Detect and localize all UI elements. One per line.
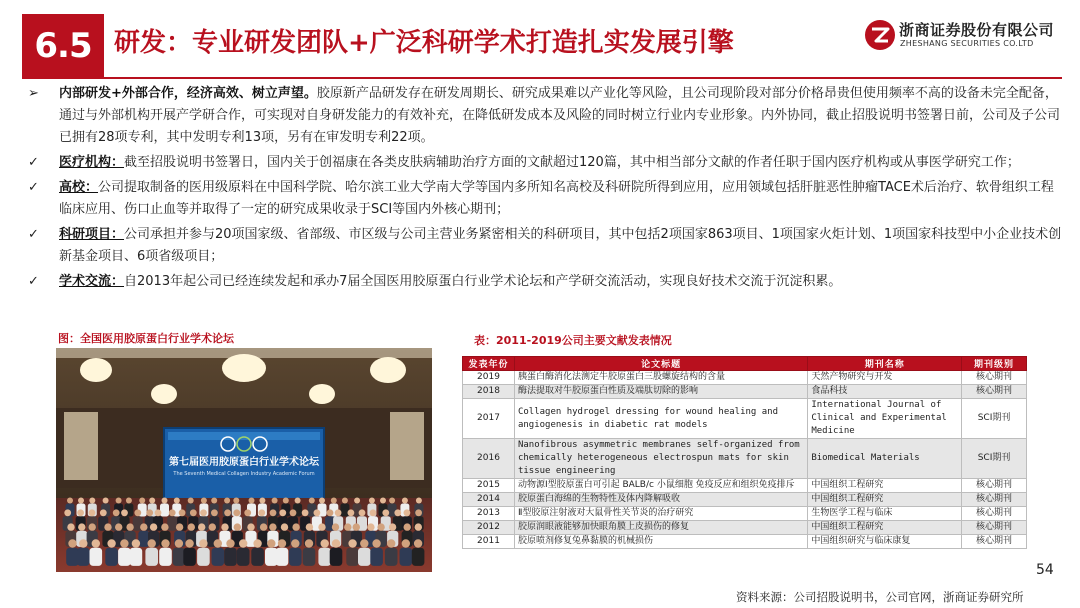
cell-title: 酶法提取对牛胶原蛋白性质及端肽切除的影响 [514, 385, 807, 399]
check-icon: ✓ [28, 155, 39, 170]
col-header-level: 期刊级别 [962, 357, 1027, 371]
cell-year: 2015 [463, 479, 515, 493]
bullet-lead: 内部研发+外部合作，经济高效、树立声望。 [59, 86, 317, 101]
bullet-item-universities [22, 177, 1062, 221]
cell-year: 2017 [463, 399, 515, 439]
check-icon: ✓ [28, 227, 39, 242]
col-header-journal: 期刊名称 [808, 357, 962, 371]
header-divider [22, 77, 1062, 79]
table-row [463, 521, 1027, 535]
cell-year: 2012 [463, 521, 515, 535]
cell-year: 2011 [463, 535, 515, 549]
table-row [463, 493, 1027, 507]
figure-caption: 图：全国医用胶原蛋白行业学术论坛 [58, 332, 234, 345]
cell-year: 2019 [463, 371, 515, 385]
cell-level: 核心期刊 [962, 493, 1027, 507]
bullet-item-medical-institutions [22, 152, 1062, 174]
table-row [463, 371, 1027, 385]
page-title: 研发：专业研发团队+广泛科研学术打造扎实发展引擎 [114, 28, 734, 58]
bullet-text: 自2013年起公司已经连续发起和承办7届全国医用胶原蛋白行业学术论坛和产学研交流活动，实现良好技术交流于沉淀积累。 [124, 274, 842, 289]
publications-table [462, 356, 1027, 549]
cell-level: 核心期刊 [962, 385, 1027, 399]
cell-journal: 中国组织研究与临床康复 [808, 535, 962, 549]
cell-title: Ⅱ型胶原注射液对大鼠骨性关节炎的治疗研究 [514, 507, 807, 521]
cell-title: 动物源Ⅰ型胶原蛋白可引起 BALB/c 小鼠细胞 免疫反应和组织免疫排斥 [514, 479, 807, 493]
arrow-bullet-icon: ➢ [28, 86, 39, 101]
check-icon: ✓ [28, 180, 39, 195]
check-icon: ✓ [28, 274, 39, 289]
cell-journal: 中国组织工程研究 [808, 493, 962, 507]
cell-level: 核心期刊 [962, 479, 1027, 493]
bullet-lead: 医疗机构： [59, 155, 125, 170]
cell-journal: International Journal of Clinical and Experimental Medicine [808, 399, 962, 439]
bullet-text: 截至招股说明书签署日，国内关于创福康在各类皮肤病辅助治疗方面的文献超过120篇，其中相当部分文献的作者任职于国内医疗机构或从事医学研究工作； [124, 155, 1020, 170]
forum-banner-title: 第七届医用胶原蛋白行业学术论坛 [169, 457, 319, 468]
zheshang-logo-icon [864, 19, 896, 51]
cell-journal: Biomedical Materials [808, 439, 962, 479]
page-number: 54 [1036, 562, 1054, 578]
cell-year: 2013 [463, 507, 515, 521]
cell-level: SCI期刊 [962, 399, 1027, 439]
bullet-text: 胶原新产品研发存在研发周期长、研究成果难以产业化等风险，且公司现阶段对部分价格昂贵但使用频率不高的设备未完全配备，通过与外部机构开展产学研合作，可实现对自身研发能力的有效补充，在降低研发成本及风险的同时树立行业内专业形象。内外协同，截止招股说明书签署日前，公司及子公司已拥有28项专利，其中发明专利13项，另有在审发明专利22项。 [59, 86, 1061, 145]
bullet-item-academic-exchange [22, 271, 1062, 293]
bullet-text: 公司承担并参与20项国家级、省部级、市区级与公司主营业务紧密相关的科研项目，其中包括2项国家863项目、1项国家火炬计划、1项国家科技型中小企业技术创新基金项目、6项省级项目； [59, 227, 1062, 264]
col-header-title: 论文标题 [514, 357, 807, 371]
cell-title: 胶原蛋白海绵的生物特性及体内降解吸收 [514, 493, 807, 507]
table-caption: 表：2011-2019公司主要文献发表情况 [474, 334, 672, 347]
bullet-item-rd-cooperation [22, 83, 1062, 149]
cell-journal: 食品科技 [808, 385, 962, 399]
table-row [463, 479, 1027, 493]
company-logo [864, 18, 1060, 52]
bullet-list [22, 83, 1062, 293]
cell-level: 核心期刊 [962, 521, 1027, 535]
source-note: 资料来源：公司招股说明书，公司官网，浙商证券研究所 [736, 590, 1024, 604]
cell-year: 2014 [463, 493, 515, 507]
table-row [463, 399, 1027, 439]
cell-year: 2018 [463, 385, 515, 399]
cell-level: 核心期刊 [962, 507, 1027, 521]
logo-name-cn: 浙商证券股份有限公司 [899, 21, 1055, 39]
cell-year: 2016 [463, 439, 515, 479]
table-row [463, 507, 1027, 521]
table-row [463, 385, 1027, 399]
bullet-item-research-projects [22, 224, 1062, 268]
col-header-year: 发表年份 [463, 357, 515, 371]
table-header-row [463, 357, 1027, 371]
cell-title: Collagen hydrogel dressing for wound healing and angiogenesis in diabetic rat models [514, 399, 807, 439]
table-row [463, 439, 1027, 479]
forum-group-photo [56, 348, 432, 572]
section-number-badge: 6.5 [22, 14, 104, 78]
bullet-text: 公司提取制备的医用级原料在中国科学院、哈尔滨工业大学南大学等国内多所知名高校及科研院所得到应用，应用领域包括肝脏恶性肿瘤TACE术后治疗、软骨组织工程临床应用、伤口止血等并取得了一定的研究成果收录于SCI等国内外核心期刊； [59, 180, 1054, 217]
cell-level: 核心期刊 [962, 371, 1027, 385]
cell-title: 胶原喷剂修复兔鼻黏膜的机械损伤 [514, 535, 807, 549]
cell-title: Nanofibrous asymmetric membranes self-organized from chemically heterogeneous electrospun mats for skin tissue engineering [514, 439, 807, 479]
bullet-lead: 学术交流： [59, 274, 125, 289]
bullet-lead: 高校： [59, 180, 99, 195]
table-row [463, 535, 1027, 549]
bullet-lead: 科研项目： [59, 227, 125, 242]
forum-banner-subtitle: The Seventh Medical Collagen Industry Academic Forum [173, 471, 315, 477]
cell-title: 胶原润眼液能够加快眼角膜上皮损伤的修复 [514, 521, 807, 535]
cell-level: 核心期刊 [962, 535, 1027, 549]
cell-journal: 天然产物研究与开发 [808, 371, 962, 385]
logo-name-en: ZHESHANG SECURITIES CO.LTD [900, 39, 1034, 48]
cell-level: SCI期刊 [962, 439, 1027, 479]
cell-title: 胰蛋白酶消化法测定牛胶原蛋白三股螺旋结构的含量 [514, 371, 807, 385]
cell-journal: 中国组织工程研究 [808, 479, 962, 493]
cell-journal: 中国组织工程研究 [808, 521, 962, 535]
cell-journal: 生物医学工程与临床 [808, 507, 962, 521]
